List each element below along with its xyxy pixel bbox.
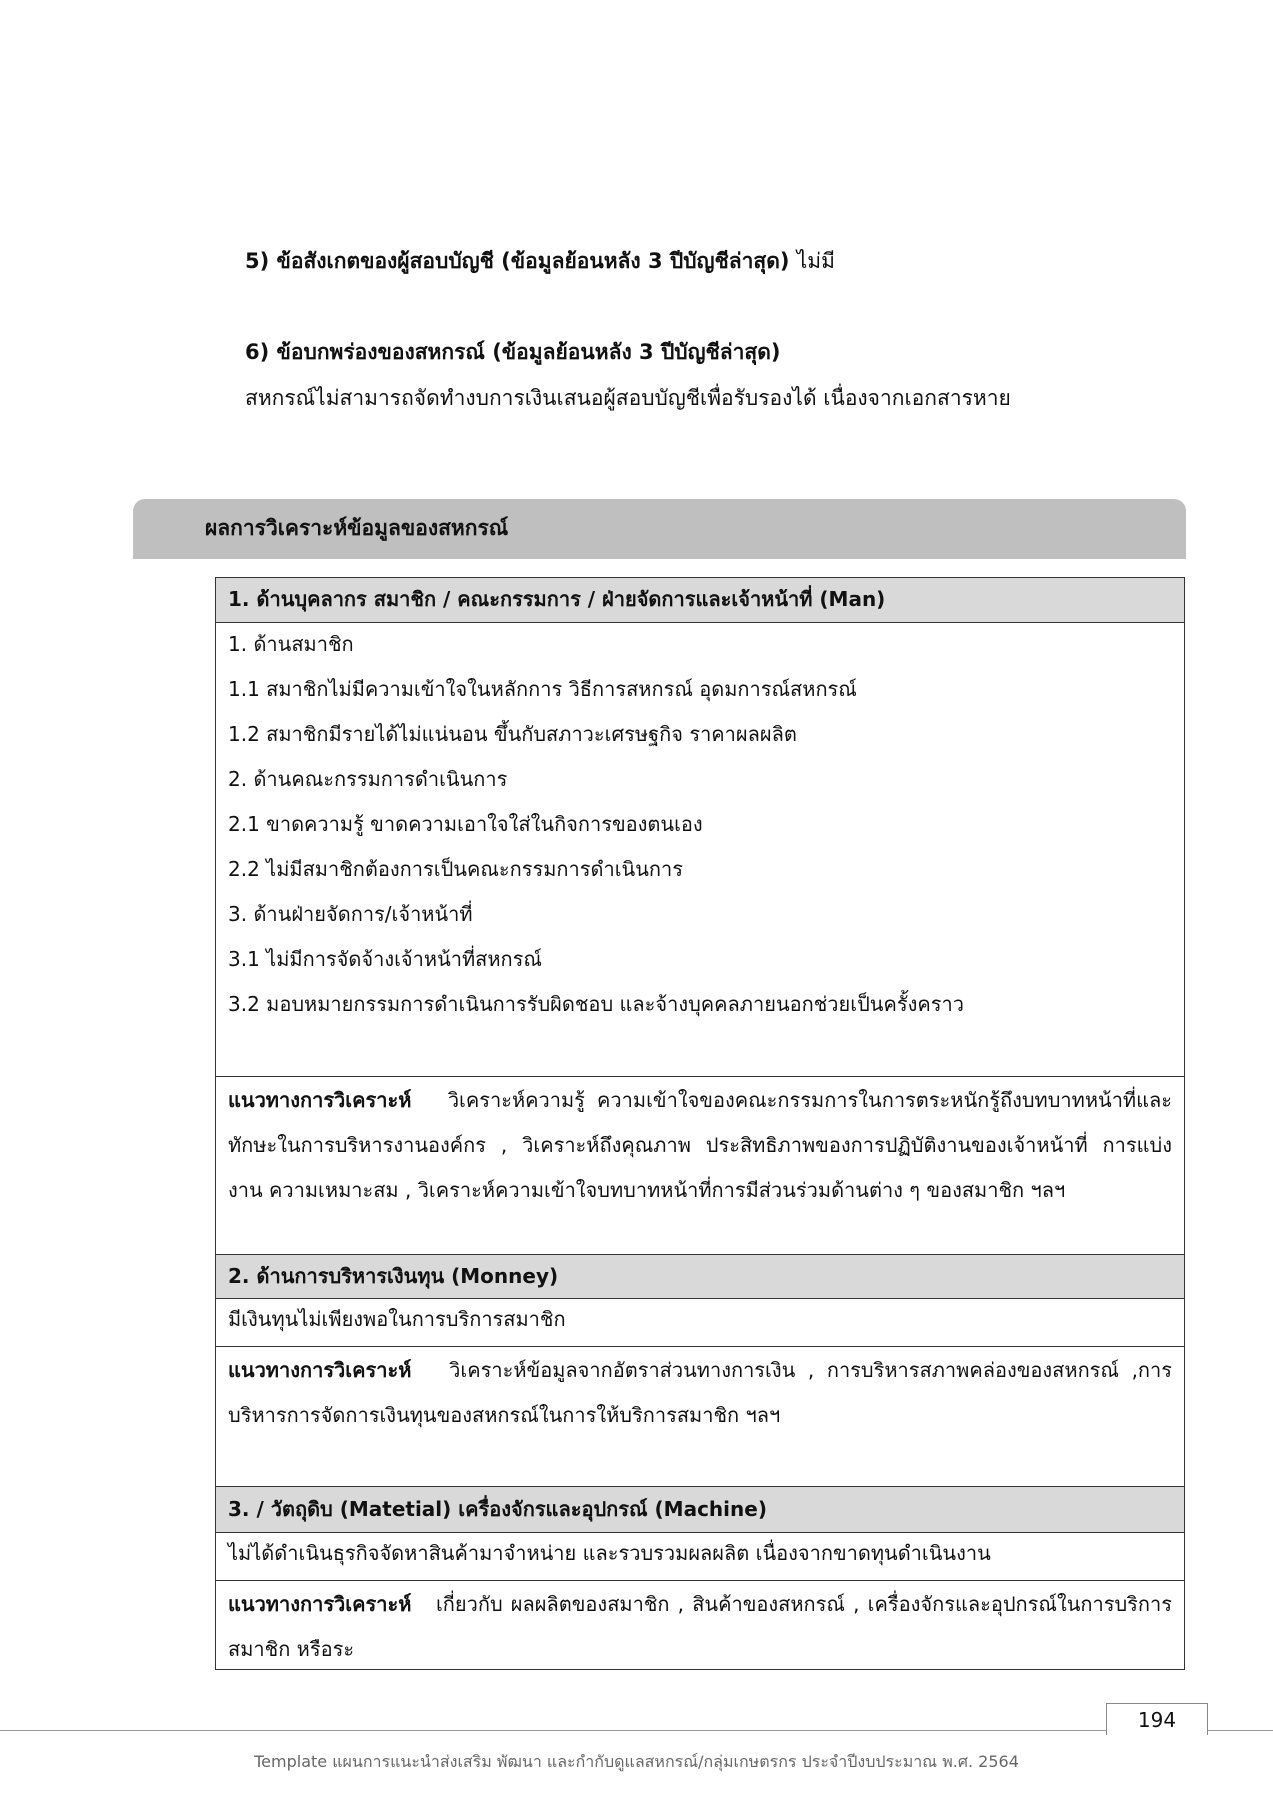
section-5-heading: 5) ข้อสังเกตของผู้สอบบัญชี (ข้อมูลย้อนหลัง 3 ปีบัญชีล่าสุด) ไม่มี	[245, 249, 835, 273]
man-item: 2. ด้านคณะกรรมการดำเนินการ	[228, 767, 508, 791]
material-analysis-label: แนวทางการวิเคราะห์	[228, 1592, 412, 1616]
analysis-banner	[133, 499, 1186, 559]
man-header-text: 1. ด้านบุคลากร สมาชิก / คณะกรรมการ / ฝ่ายจัดการและเจ้าหน้าที่ (Man)	[228, 587, 886, 611]
analysis-table	[215, 577, 1185, 1670]
divider	[216, 1076, 1184, 1077]
man-item: 2.1 ขาดความรู้ ขาดความเอาใจใส่ในกิจการของตนเอง	[228, 812, 703, 836]
page-number: 194	[1106, 1703, 1208, 1735]
man-item: 2.2 ไม่มีสมาชิกต้องการเป็นคณะกรรมการดำเนินการ	[228, 857, 683, 881]
section-6-text: สหกรณ์ไม่สามารถจัดทำงบการเงินเสนอผู้สอบบัญชีเพื่อรับรองได้ เนื่องจากเอกสารหาย	[245, 386, 1011, 410]
footer-text: Template แผนการแนะนำส่งเสริม พัฒนา และกำกับดูแลสหกรณ์/กลุ่มเกษตรกร ประจำปีงบประมาณ พ.ศ. 2564	[254, 1752, 1019, 1771]
man-item: 3. ด้านฝ่ายจัดการ/เจ้าหน้าที่	[228, 902, 473, 926]
man-header	[216, 578, 1184, 623]
footer-line	[0, 1730, 1273, 1731]
money-analysis-label: แนวทางการวิเคราะห์	[228, 1358, 412, 1382]
money-analysis-text: วิเคราะห์ข้อมูลจากอัตราส่วนทางการเงิน , การบริหารสภาพคล่องของสหกรณ์ ,การบริหารการจัดการเงินทุนของสหกรณ์ในการให้บริการสมาชิก ฯลฯ	[228, 1358, 1173, 1427]
man-item: 1.1 สมาชิกไม่มีความเข้าใจในหลักการ วิธีการสหกรณ์ อุดมการณ์สหกรณ์	[228, 677, 857, 701]
man-item: 1.2 สมาชิกมีรายได้ไม่แน่นอน ขึ้นกับสภาวะเศรษฐกิจ ราคาผลผลิต	[228, 722, 797, 746]
material-analysis	[228, 1582, 1172, 1672]
money-header	[216, 1254, 1184, 1299]
material-header-text: 3. / วัตถุดิบ (Matetial) เครื่องจักรและอุปกรณ์ (Machine)	[228, 1497, 767, 1521]
section-5-value: ไม่มี	[796, 249, 835, 273]
man-item: 3.2 มอบหมายกรรมการดำเนินการรับผิดชอบ และจ้างบุคคลภายนอกช่วยเป็นครั้งคราว	[228, 992, 964, 1016]
man-analysis-text: วิเคราะห์ความรู้ ความเข้าใจของคณะกรรมการในการตระหนักรู้ถึงบทบาทหน้าที่และทักษะในการบริหารงานองค์กร , วิเคราะห์ถึงคุณภาพ ประสิทธิภาพของการปฏิบัติงานของเจ้าหน้าที่ การแบ่งงาน ความเหมาะสม , วิเคราะห์ความเข้าใจบทบาทหน้าที่การมีส่วนร่วมด้านต่าง ๆ ของสมาชิก ฯลฯ	[228, 1088, 1173, 1202]
section-6-heading: 6) ข้อบกพร่องของสหกรณ์ (ข้อมูลย้อนหลัง 3 ปีบัญชีล่าสุด)	[245, 340, 781, 364]
divider	[216, 1580, 1184, 1581]
man-item: 3.1 ไม่มีการจัดจ้างเจ้าหน้าที่สหกรณ์	[228, 947, 542, 971]
man-analysis-label: แนวทางการวิเคราะห์	[228, 1088, 412, 1112]
divider	[216, 1346, 1184, 1347]
material-item: ไม่ได้ดำเนินธุรกิจจัดหาสินค้ามาจำหน่าย และรวบรวมผลผลิต เนื่องจากขาดทุนดำเนินงาน	[228, 1541, 991, 1565]
banner-title: ผลการวิเคราะห์ข้อมูลของสหกรณ์	[205, 516, 509, 540]
money-analysis	[228, 1348, 1172, 1438]
money-item: มีเงินทุนไม่เพียงพอในการบริการสมาชิก	[228, 1307, 566, 1331]
man-item: 1. ด้านสมาชิก	[228, 632, 354, 656]
man-analysis	[228, 1078, 1172, 1213]
material-analysis-text: เกี่ยวกับ ผลผลิตของสมาชิก , สินค้าของสหกรณ์ , เครื่องจักรและอุปกรณ์ในการบริการสมาชิก หรือระ	[228, 1592, 1172, 1661]
material-header	[216, 1486, 1184, 1533]
money-header-text: 2. ด้านการบริหารเงินทุน (Monney)	[228, 1264, 559, 1288]
